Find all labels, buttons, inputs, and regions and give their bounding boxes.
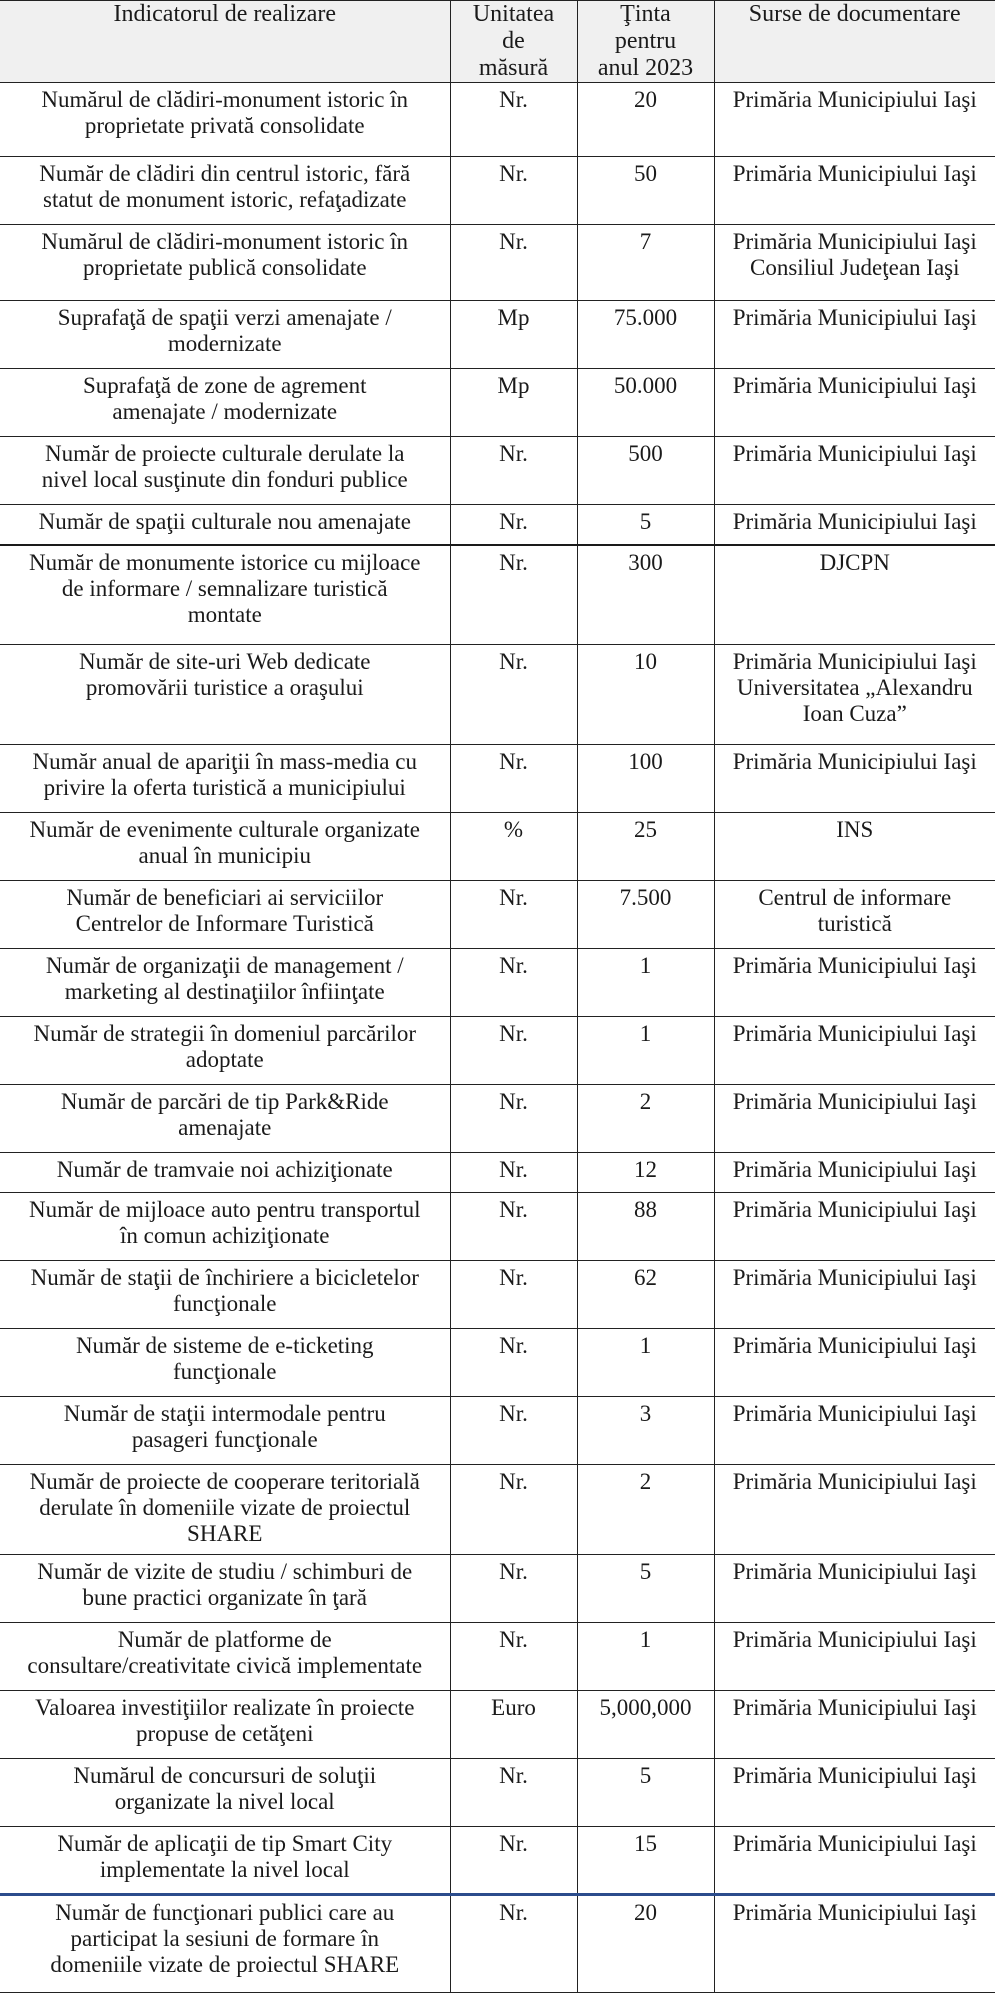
unit-cell: Nr. (450, 437, 577, 505)
source-cell: Primăria Municipiului Iaşi (714, 1085, 995, 1153)
source-cell: Primăria Municipiului Iaşi (714, 1153, 995, 1193)
table-row (0, 1555, 995, 1623)
indicator-cell: Număr de tramvaie noi achiziţionate (0, 1153, 450, 1193)
unit-cell: Nr. (450, 1465, 577, 1555)
indicator-cell: Numărul de concursuri de soluţii organizate la nivel local (0, 1759, 450, 1827)
source-cell: Primăria Municipiului Iaşi (714, 1623, 995, 1691)
indicator-cell: Număr de vizite de studiu / schimburi de bune practici organizate în ţară (0, 1555, 450, 1623)
unit-cell: Nr. (450, 645, 577, 745)
source-cell: Primăria Municipiului Iaşi (714, 437, 995, 505)
target-cell: 15 (577, 1827, 714, 1895)
unit-cell: Nr. (450, 225, 577, 301)
indicator-cell: Număr de staţii de închiriere a bicicletelor funcţionale (0, 1261, 450, 1329)
target-cell: 300 (577, 545, 714, 645)
indicator-cell: Număr anual de apariţii în mass-media cu privire la oferta turistică a municipiului (0, 745, 450, 813)
unit-cell: Nr. (450, 157, 577, 225)
target-cell: 12 (577, 1153, 714, 1193)
source-cell: Primăria Municipiului Iaşi (714, 1261, 995, 1329)
table-row (0, 545, 995, 645)
unit-cell: Nr. (450, 83, 577, 157)
unit-cell: Mp (450, 301, 577, 369)
header-source: Surse de documentare (714, 1, 995, 83)
table-row (0, 1397, 995, 1465)
indicator-cell: Număr de parcări de tip Park&Ride amenajate (0, 1085, 450, 1153)
indicator-cell: Număr de proiecte culturale derulate la nivel local susţinute din fonduri publice (0, 437, 450, 505)
target-cell: 75.000 (577, 301, 714, 369)
target-cell: 10 (577, 645, 714, 745)
indicator-cell: Număr de evenimente culturale organizate anual în municipiu (0, 813, 450, 881)
unit-cell: Nr. (450, 505, 577, 545)
source-cell: Primăria Municipiului Iaşi (714, 1827, 995, 1895)
target-cell: 50 (577, 157, 714, 225)
indicator-cell: Valoarea investiţiilor realizate în proiecte propuse de cetăţeni (0, 1691, 450, 1759)
target-cell: 1 (577, 949, 714, 1017)
unit-cell: Nr. (450, 545, 577, 645)
unit-cell: Nr. (450, 1827, 577, 1895)
source-cell: Primăria Municipiului Iaşi (714, 301, 995, 369)
table-row (0, 157, 995, 225)
target-cell: 100 (577, 745, 714, 813)
source-cell: Primăria Municipiului Iaşi (714, 1691, 995, 1759)
indicator-cell: Număr de funcţionari publici care au participat la sesiuni de formare în domeniile vizate de proiectul SHARE (0, 1895, 450, 1993)
source-cell: Primăria Municipiului Iaşi (714, 1555, 995, 1623)
source-cell: Primăria Municipiului Iaşi (714, 1017, 995, 1085)
unit-cell: Mp (450, 369, 577, 437)
indicator-cell: Număr de mijloace auto pentru transportul în comun achiziţionate (0, 1193, 450, 1261)
table-row (0, 1085, 995, 1153)
indicator-cell: Număr de staţii intermodale pentru pasageri funcţionale (0, 1397, 450, 1465)
target-cell: 7 (577, 225, 714, 301)
target-cell: 2 (577, 1085, 714, 1153)
table-row (0, 881, 995, 949)
table-row (0, 437, 995, 505)
source-cell: Primăria Municipiului Iaşi (714, 1759, 995, 1827)
target-cell: 1 (577, 1017, 714, 1085)
header-indicator: Indicatorul de realizare (0, 1, 450, 83)
table-row (0, 1329, 995, 1397)
target-cell: 88 (577, 1193, 714, 1261)
target-cell: 2 (577, 1465, 714, 1555)
target-cell: 1 (577, 1623, 714, 1691)
target-cell: 20 (577, 83, 714, 157)
target-cell: 500 (577, 437, 714, 505)
target-cell: 50.000 (577, 369, 714, 437)
unit-cell: Nr. (450, 1261, 577, 1329)
table-header (0, 1, 995, 83)
target-cell: 5,000,000 (577, 1691, 714, 1759)
indicator-cell: Număr de spaţii culturale nou amenajate (0, 505, 450, 545)
table-row (0, 645, 995, 745)
target-cell: 5 (577, 505, 714, 545)
target-cell: 3 (577, 1397, 714, 1465)
target-cell: 5 (577, 1555, 714, 1623)
indicator-cell: Număr de beneficiari ai serviciilor Centrelor de Informare Turistică (0, 881, 450, 949)
source-cell: Primăria Municipiului Iaşi Consiliul Judeţean Iaşi (714, 225, 995, 301)
indicator-cell: Număr de clădiri din centrul istoric, fără statut de monument istoric, refaţadizate (0, 157, 450, 225)
table-row (0, 1623, 995, 1691)
target-cell: 25 (577, 813, 714, 881)
indicator-cell: Numărul de clădiri-monument istoric în proprietate privată consolidate (0, 83, 450, 157)
table-body (0, 83, 995, 1993)
source-cell: Primăria Municipiului Iaşi (714, 1465, 995, 1555)
table-row (0, 1017, 995, 1085)
indicator-cell: Număr de aplicaţii de tip Smart City implementate la nivel local (0, 1827, 450, 1895)
target-cell: 5 (577, 1759, 714, 1827)
source-cell: Primăria Municipiului Iaşi (714, 1329, 995, 1397)
table-row (0, 813, 995, 881)
unit-cell: Nr. (450, 1759, 577, 1827)
table-row (0, 1465, 995, 1555)
source-cell: Primăria Municipiului Iaşi (714, 1193, 995, 1261)
indicator-cell: Număr de sisteme de e-ticketing funcţionale (0, 1329, 450, 1397)
unit-cell: % (450, 813, 577, 881)
header-unit: Unitatea de măsură (450, 1, 577, 83)
table-row (0, 225, 995, 301)
indicator-cell: Suprafaţă de zone de agrement amenajate / modernizate (0, 369, 450, 437)
table-row (0, 505, 995, 545)
indicator-cell: Număr de platforme de consultare/creativitate civică implementate (0, 1623, 450, 1691)
table-row (0, 369, 995, 437)
source-cell: Centrul de informare turistică (714, 881, 995, 949)
target-cell: 1 (577, 1329, 714, 1397)
target-cell: 7.500 (577, 881, 714, 949)
source-cell: Primăria Municipiului Iaşi (714, 505, 995, 545)
header-row (0, 1, 995, 83)
table-row (0, 1691, 995, 1759)
indicator-cell: Numărul de clădiri-monument istoric în proprietate publică consolidate (0, 225, 450, 301)
source-cell: DJCPN (714, 545, 995, 645)
source-cell: INS (714, 813, 995, 881)
unit-cell: Nr. (450, 1329, 577, 1397)
indicator-cell: Număr de site-uri Web dedicate promovării turistice a oraşului (0, 645, 450, 745)
source-cell: Primăria Municipiului Iaşi (714, 1397, 995, 1465)
indicator-cell: Număr de proiecte de cooperare teritorială derulate în domeniile vizate de proiectul SHARE (0, 1465, 450, 1555)
indicator-cell: Număr de organizaţii de management / marketing al destinaţiilor înfiinţate (0, 949, 450, 1017)
source-cell: Primăria Municipiului Iaşi (714, 745, 995, 813)
source-cell: Primăria Municipiului Iaşi Universitatea „Alexandru Ioan Cuza” (714, 645, 995, 745)
unit-cell: Nr. (450, 1895, 577, 1993)
indicator-cell: Suprafaţă de spaţii verzi amenajate / modernizate (0, 301, 450, 369)
source-cell: Primăria Municipiului Iaşi (714, 949, 995, 1017)
unit-cell: Nr. (450, 1623, 577, 1691)
unit-cell: Nr. (450, 1085, 577, 1153)
source-cell: Primăria Municipiului Iaşi (714, 369, 995, 437)
target-cell: 20 (577, 1895, 714, 1993)
unit-cell: Nr. (450, 1193, 577, 1261)
unit-cell: Nr. (450, 1397, 577, 1465)
unit-cell: Nr. (450, 1555, 577, 1623)
target-cell: 62 (577, 1261, 714, 1329)
source-cell: Primăria Municipiului Iaşi (714, 1895, 995, 1993)
table-row (0, 949, 995, 1017)
table-row (0, 301, 995, 369)
unit-cell: Nr. (450, 949, 577, 1017)
table-row (0, 1193, 995, 1261)
table-row (0, 1827, 995, 1895)
source-cell: Primăria Municipiului Iaşi (714, 157, 995, 225)
unit-cell: Nr. (450, 745, 577, 813)
table-row (0, 83, 995, 157)
unit-cell: Euro (450, 1691, 577, 1759)
table-row (0, 1261, 995, 1329)
table-row (0, 1895, 995, 1993)
table-row (0, 1153, 995, 1193)
unit-cell: Nr. (450, 881, 577, 949)
unit-cell: Nr. (450, 1017, 577, 1085)
header-target: Ţinta pentru anul 2023 (577, 1, 714, 83)
source-cell: Primăria Municipiului Iaşi (714, 83, 995, 157)
unit-cell: Nr. (450, 1153, 577, 1193)
indicator-cell: Număr de strategii în domeniul parcărilor adoptate (0, 1017, 450, 1085)
indicator-cell: Număr de monumente istorice cu mijloace de informare / semnalizare turistică montate (0, 545, 450, 645)
table-row (0, 745, 995, 813)
table-row (0, 1759, 995, 1827)
